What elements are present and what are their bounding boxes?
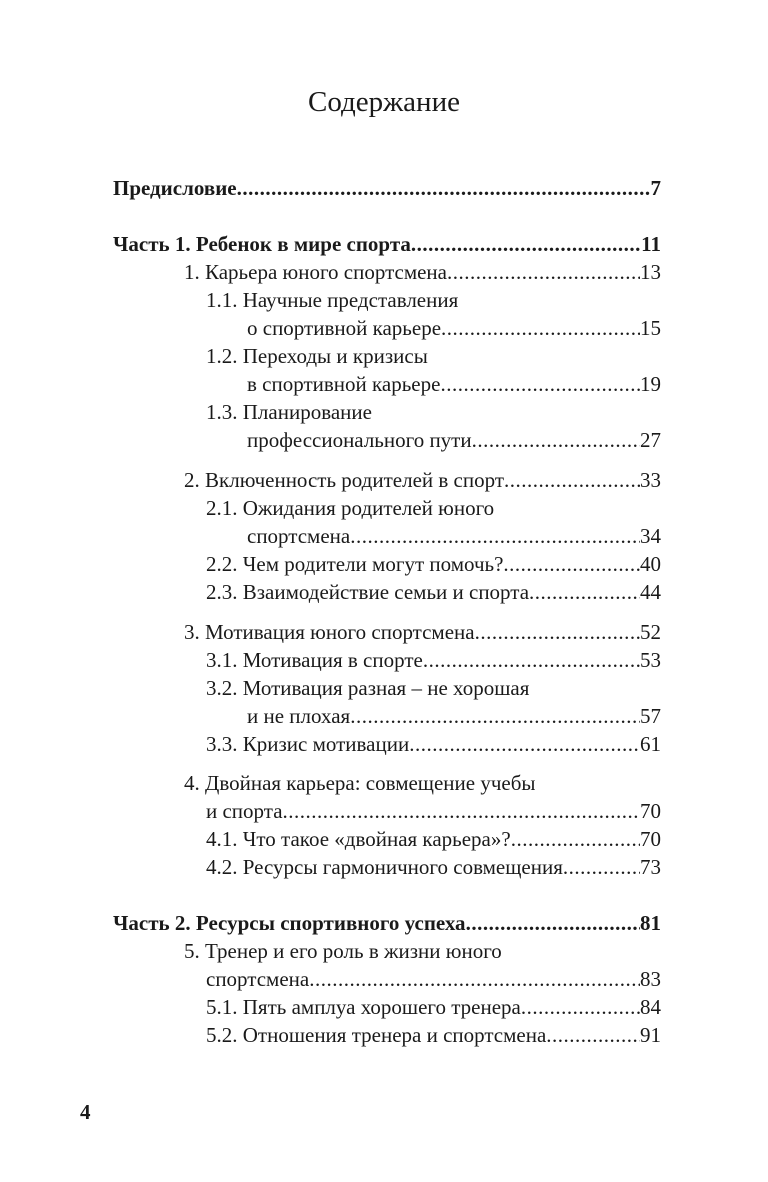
toc-entry-title: о спортивной карьере: [247, 316, 442, 340]
toc-leader: [447, 258, 640, 286]
toc-entry-title: Часть 1. Ребенок в мире спорта: [113, 232, 411, 256]
toc-entry-section-5-2[interactable]: [206, 1021, 661, 1049]
toc-entry-section-3-1[interactable]: [206, 646, 661, 674]
toc-entry-title: 2.3. Взаимодействие семьи и спорта: [206, 580, 530, 604]
toc-entry-title: 2.1. Ожидания родителей юного: [206, 496, 495, 520]
toc-entry-page: 33: [640, 468, 661, 492]
toc-entry-title: 4. Двойная карьера: совмещение учебы: [184, 771, 536, 795]
toc-entry-title: 1.3. Планирование: [206, 400, 372, 424]
toc-entry-page: 83: [640, 967, 661, 991]
toc-entry-page: 13: [640, 260, 661, 284]
toc-entry-title: 2. Включенность родителей в спорт: [184, 468, 505, 492]
toc-leader: [521, 993, 640, 1021]
toc-entry-page: 34: [640, 524, 661, 548]
toc-entry-title: 5.2. Отношения тренера и спортсмена: [206, 1023, 547, 1047]
toc-entry-chapter-2[interactable]: [184, 466, 661, 494]
toc-entry-chapter-3[interactable]: [184, 618, 661, 646]
toc-leader: [409, 730, 640, 758]
toc-entry-title: и спорта: [206, 799, 283, 823]
toc-entry-title: 2.2. Чем родители могут помочь?: [206, 552, 504, 576]
toc-entry-page: 19: [640, 372, 661, 396]
toc-entry-section-5-1[interactable]: [206, 993, 661, 1021]
toc-entry-title: Предисловие: [113, 176, 237, 200]
toc-entry-title: 4.1. Что такое «двойная карьера»?: [206, 827, 511, 851]
toc-entry-title: 5. Тренер и его роль в жизни юного: [184, 939, 502, 963]
toc-entry-page: 84: [640, 995, 661, 1019]
toc-entry-part-2[interactable]: [113, 909, 661, 937]
toc-entry-chapter-4-line-2[interactable]: [206, 797, 661, 825]
toc-entry-chapter-1[interactable]: [184, 258, 661, 286]
toc-entry-page: 44: [640, 580, 661, 604]
toc-entry-title: в спортивной карьере: [247, 372, 441, 396]
toc-entry-page: 11: [641, 232, 661, 256]
toc-entry-page: 53: [640, 648, 661, 672]
toc-entry-title: 3. Мотивация юного спортсмена: [184, 620, 475, 644]
toc-entry-section-2-1-line-1[interactable]: [206, 494, 661, 522]
toc-leader: [350, 702, 640, 730]
toc-entry-section-1-2-line-2[interactable]: [247, 370, 661, 398]
toc-leader: [511, 825, 640, 853]
toc-entry-title: 1. Карьера юного спортсмена: [184, 260, 447, 284]
toc-entry-chapter-4-line-1[interactable]: [184, 769, 661, 797]
toc-leader: [309, 965, 640, 993]
toc-entry-section-2-3[interactable]: [206, 578, 661, 606]
toc-entry-page: 70: [640, 827, 661, 851]
toc-leader: [440, 370, 640, 398]
toc-entry-title: 3.2. Мотивация разная – не хорошая: [206, 676, 530, 700]
page-number: 4: [80, 1100, 91, 1124]
toc-leader: [529, 578, 640, 606]
toc-entry-title: профессионального пути: [247, 428, 472, 452]
toc-leader: [237, 174, 651, 202]
toc-entry-page: 81: [640, 911, 661, 935]
toc-entry-section-1-1-line-2[interactable]: [247, 314, 661, 342]
toc-entry-chapter-5-line-2[interactable]: [206, 965, 661, 993]
toc-entry-title: 4.2. Ресурсы гармоничного совмещения: [206, 855, 563, 879]
toc-entry-title: 1.1. Научные представления: [206, 288, 459, 312]
toc-entry-preface[interactable]: [113, 174, 661, 202]
toc-leader: [503, 550, 640, 578]
toc-leader: [441, 314, 640, 342]
toc-leader: [466, 909, 640, 937]
toc-leader: [423, 646, 640, 674]
toc-entry-section-1-3-line-1[interactable]: [206, 398, 661, 426]
toc-entry-page: 40: [640, 552, 661, 576]
toc-entry-section-3-3[interactable]: [206, 730, 661, 758]
toc-entry-page: 91: [640, 1023, 661, 1047]
toc-entry-title: спортсмена: [247, 524, 351, 548]
toc-entry-title: 5.1. Пять амплуа хорошего тренера: [206, 995, 521, 1019]
toc-entry-part-1[interactable]: [113, 230, 661, 258]
toc-leader: [472, 426, 640, 454]
toc-entry-chapter-5-line-1[interactable]: [184, 937, 661, 965]
toc-entry-page: 73: [640, 855, 661, 879]
toc-leader: [283, 797, 640, 825]
toc-entry-section-3-2-line-1[interactable]: [206, 674, 661, 702]
toc-entry-title: 3.3. Кризис мотивации: [206, 732, 410, 756]
toc-entry-page: 15: [640, 316, 661, 340]
toc-entry-page: 61: [640, 732, 661, 756]
page-title: Содержание: [308, 86, 460, 118]
toc-entry-title: и не плохая: [247, 704, 351, 728]
toc-entry-section-4-2[interactable]: [206, 853, 661, 881]
toc-entry-title: спортсмена: [206, 967, 310, 991]
toc-entry-page: 52: [640, 620, 661, 644]
toc-leader: [546, 1021, 640, 1049]
toc-leader: [504, 466, 640, 494]
toc-entry-section-2-1-line-2[interactable]: [247, 522, 661, 550]
toc-entry-section-4-1[interactable]: [206, 825, 661, 853]
toc-entry-section-1-2-line-1[interactable]: [206, 342, 661, 370]
toc-entry-page: 70: [640, 799, 661, 823]
toc-entry-page: 57: [640, 704, 661, 728]
toc-entry-section-3-2-line-2[interactable]: [247, 702, 661, 730]
toc-entry-title: 3.1. Мотивация в спорте: [206, 648, 423, 672]
toc-entry-section-1-1-line-1[interactable]: [206, 286, 661, 314]
toc-entry-title: 1.2. Переходы и кризисы: [206, 344, 428, 368]
toc-leader: [411, 230, 641, 258]
toc-leader: [563, 853, 640, 881]
toc-entry-section-2-2[interactable]: [206, 550, 661, 578]
toc-leader: [350, 522, 640, 550]
toc-entry-page: 27: [640, 428, 661, 452]
toc-entry-page: 7: [650, 176, 661, 200]
toc-leader: [475, 618, 640, 646]
toc-entry-section-1-3-line-2[interactable]: [247, 426, 661, 454]
toc-entry-title: Часть 2. Ресурсы спортивного успеха: [113, 911, 466, 935]
